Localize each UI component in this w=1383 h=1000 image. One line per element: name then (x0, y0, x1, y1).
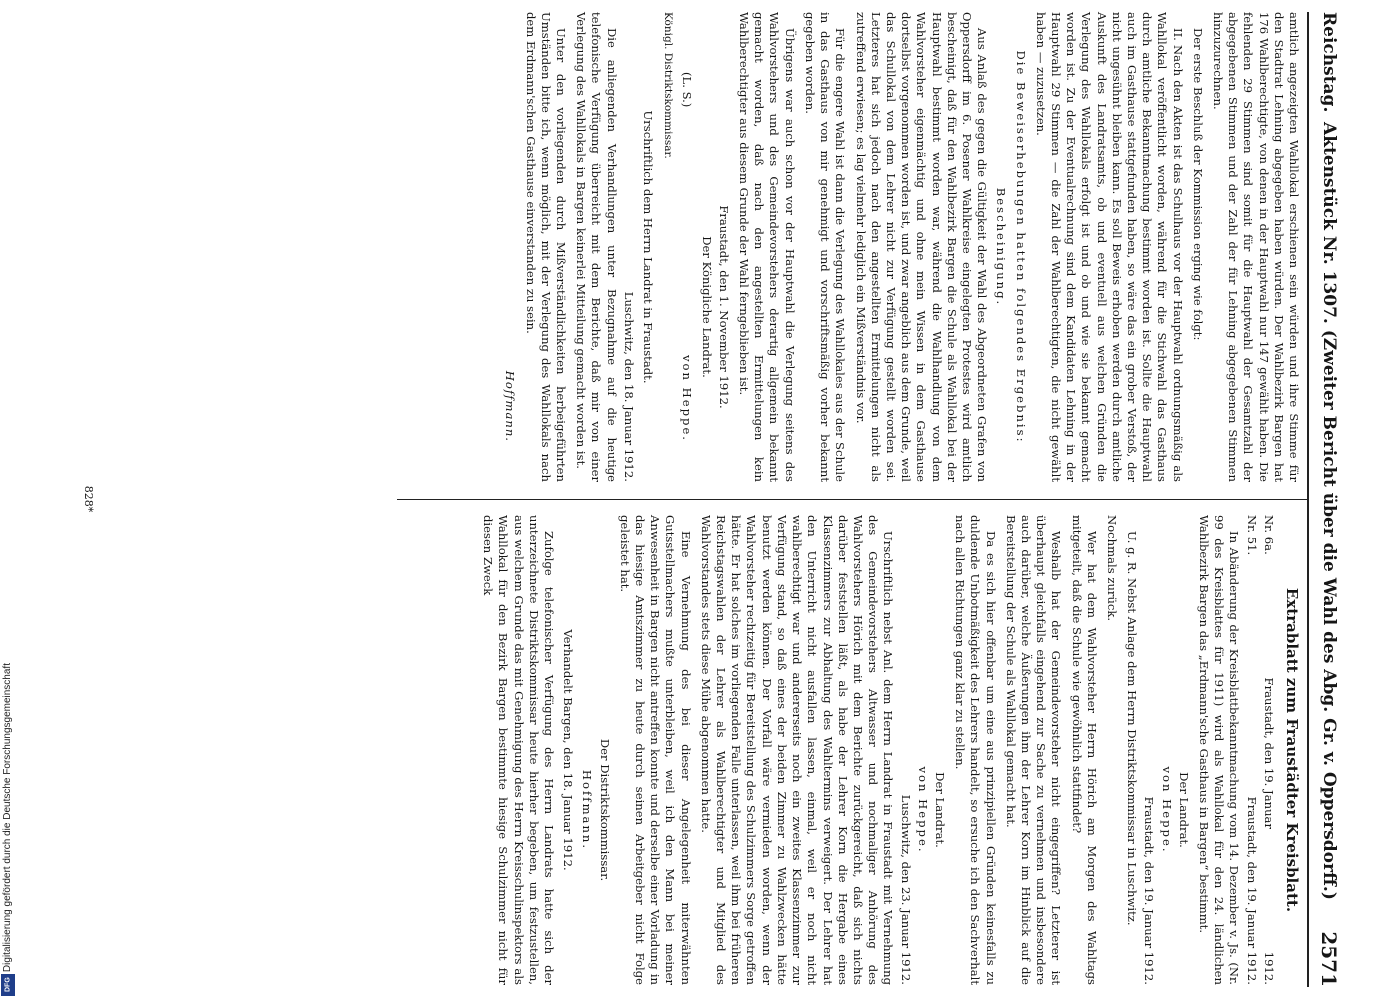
certificate-paragraph-2: Für die engere Wahl ist dann die Verlegung des Wahllokales aus der Schule in das Gasthaus von mir genehmigt und vorschriftsmäßig vorher bekannt gegeben worden. (802, 12, 848, 482)
ref-number: Nr. 51. (1244, 515, 1259, 556)
ref-row (1243, 515, 1258, 985)
header-left: Reichstag. (1319, 12, 1339, 113)
left-column (500, 12, 1301, 482)
ref-date: Fraustadt, den 19. Januar 1912. (1244, 796, 1259, 985)
signature-heppe-2: von Heppe. (915, 766, 930, 854)
page-number: 2571 (1317, 931, 1341, 987)
evidence-heading: Die Beweiserhebungen hatten folgendes Ergebnis: (1013, 50, 1028, 444)
intro-paragraph: amtlich angezeigten Wahllokal erschienen sein würden und ihre Stimme für den Stadtrat Lehning abgegeben haben würden. Der Wahlbezirk Bargen hat 176 Wahlberechtigte, von denen in der Hauptwahl nur 147 gewählt haben. Die fehlenden 29 Stimmen sind somit für die Hauptwahl der Gesamtzahl der abgegebenen Stimmen und der Zahl der für Lehning abgegebenen Stimmen hinzuzurechnen. (1210, 12, 1301, 482)
right-column (475, 515, 1301, 985)
rotated-page (70, 12, 1345, 987)
authority-landrat-1: Der Landrat. (1176, 772, 1191, 848)
report-paragraph-1: Urschriftlich nebst Anl. dem Herrn Landrat in Fraustadt mit Vernehmung des Gemeindevorstehers Altwasser und nochmaliger Anhörung des Wahlvorstehers Hörich mit dem Berichte zurückgereicht, daß sich nichts darüber feststellen läßt, als habe der Lehrer Korn die Hergabe eines Klassenzimmers zur Abhaltung des Wahltermins verweigert. Der Lehrer hat den Unterricht nicht ausfallen lassen, einmal, weil er noch nicht wahlberechtigt war und andererseits noch ein zweites Klassenzimmer zur Verfügung stand, so daß eines der beiden Zimmer zu Wahlzwecken hätte benutzt werden können. Der Vorfall wäre vermieden worden, wenn der Wahlvorsteher rechtzeitig für Bereitstellung des Schulzimmers Sorge getroffen hätte. Er hat solches im vorliegenden Falle unterlassen, weil ihm bei früheren Reichstagswahlen der Lehrer als Wahlberechtigter und Mitglied des Wahlvorstandes stets diese Mühe abgenommen hatte. (698, 515, 896, 985)
decision-line: Der erste Beschluß der Kommission erging wie folgt: (1190, 28, 1205, 341)
footer-page-mark: 828* (82, 485, 95, 513)
issue-row (1261, 515, 1276, 985)
minutes-paragraph-1: Zufolge telefonischer Verfügung des Herrn Landrats hatte sich der unterzeichnete Distriktskommissar heute hierher begeben, um festzustellen, aus welchem Grunde das mit Genehmigung des Herrn Kreisschulinspektors als Wahllokal für den Bezirk Bargen bestimmte hiesige Schulzimmer nicht für diesen Zweck (481, 515, 557, 985)
digitization-sidebar (0, 0, 16, 1000)
signature-heppe-1: von Heppe. (1159, 766, 1174, 854)
transmittal-heading: Urschriftlich dem Herrn Landrat in Fraustadt. (641, 110, 656, 384)
place-date-1: Fraustadt, den 1. November 1912. (716, 205, 731, 409)
questions-paragraph-2: Weshalb hat der Gemeindevorsteher nicht eingegriffen? Letzterer ist überhaupt gleichfalls eingehend zur Sache zu vernehmen und insbesondere auch darüber, welche Äußerungen ihm der Lehrer Korn im Hinblick auf die Bereitstellung der Schule als Wahllokal gemacht hat. (1003, 515, 1064, 985)
authority-distrikt: Der Distriktskommissar. (597, 738, 612, 882)
enclosure-line: U. g. R. Nebst Anlage dem Herrn Distriktskommissar in Luschwitz. (1125, 531, 1140, 926)
date-2: Fraustadt, den 19. Januar 1912. (1142, 796, 1157, 985)
certificate-paragraph-1: Aus Anlaß des gegen die Gültigkeit der Wahl des Abgeordneten Grafen von Oppersdorff im 6. Posener Wahlkreise eingelegten Protestes wird amtlich bescheinigt, daß für den Wahlbezirk Bargen die Schule als Wahllokal bei der Hauptwahl bestimmt worden war, während die Wahlhandlung von dem Wahlvorsteher eigenmächtig und ohne mein Wissen in dem Gasthause dortselbst vorgenommen worden ist, und zwar angeblich aus dem Grunde, weil das Schullokal von dem Lehrer nicht zur Verfügung gestellt worden sei. Letzteres hat sich jedoch nach den angestellten Ermittelungen nicht als zutreffend erwiesen; es lag vielmehr lediglich ein Mißverständnis vor. (853, 12, 990, 482)
signature-heppe: von Heppe. (680, 354, 695, 442)
notice-paragraph: In Abänderung der Kreisblattbekanntmachung vom 14. Dezember v. Js. (Nr. 99 des Kreisblattes für 1911) wird als Wahllokal für den 24. ländlichen Wahlbezirk Bargen das „Erdmann'sche Gasthaus in Bargen“ bestimmt. (1196, 515, 1242, 985)
extrablatt-title: Extrablatt zum Fraustädter Kreisblatt. (1283, 587, 1301, 913)
section-ii: II. Nach den Akten ist das Schulhaus vor der Hauptwahl ordnungsmäßig als Wahllokal veröffentlicht worden, während für die Stichwahl das Gasthaus durch amtliche Bekanntmachung bestimmt worden ist. Sollte die Hauptwahl auch im Gasthause stattgefunden haben, so wäre das ein grober Verstoß, der nicht ungesühnt bleiben kann. Es soll Beweis erhoben werden durch amtliche Auskunft des Landratsamts, ob und eventuell aus welchen Gründen die Verlegung des Wahllokals erfolgt ist und ob und wie sie bekannt gemacht worden ist. Zu der Eventualrechnung sind dem Kandidaten Lehning in der Hauptwahl 29 Stimmen — die Zahl der Wahlberechtigten, die nicht gewählt haben — zuzusetzen. (1033, 12, 1185, 482)
transmittal-date: Luschwitz, den 18. Januar 1912. (621, 291, 636, 482)
issue-place: Fraustadt, den 19. Januar (1261, 677, 1276, 829)
seal: (L. S.) (680, 72, 695, 108)
certificate-heading: Bescheinigung. (994, 187, 1009, 307)
questions-intro: Nochmals zurück. (1104, 515, 1119, 622)
questions-paragraph-3: Da es sich hier offenbar um eine aus prinzipiellen Gründen keinesfalls zu duldende Unbotmäßigkeit des Lehrers handelt, so ersuche ich den Sachverhalt nach allen Richtungen ganz klar zu stellen. (953, 515, 998, 985)
header-rule (1307, 12, 1309, 987)
transmittal-paragraph-2: Unter den vorliegenden durch Mißverständlichkeiten herbeigeführten Umständen bitte ich, wenn möglich, mit der Verlegung des Wahllokals nach dem Erdmann'schen Gasthause einverstanden zu sein. (523, 12, 569, 482)
column-divider (397, 499, 1307, 500)
dfg-credit: Digitalisierung gefördert durch die Deutsche Forschungsgemeinschaft (2, 662, 13, 972)
signature-hoffmann: Hoffmann. (503, 370, 518, 442)
transmittal-paragraph-1: Die anliegenden Verhandlungen unter Bezugnahme auf die heutige telefonische Verfügung überreicht mit dem Berichte, daß mir von einer Verlegung des Wahllokals in Bargen keinerlei Mitteilung gemacht worden ist. (574, 12, 619, 482)
signature-hoffmann-2: Hoffmann. (580, 769, 595, 851)
header-title: Aktenstück Nr. 1307. (Zweiter Bericht über die Wahl des Abg. Gr. v. Oppersdorff.) (1319, 122, 1339, 900)
minutes-date: Verhandelt Bargen, den 18. Januar 1912. (561, 629, 576, 871)
addressee: Königl. Distriktskommissar. (662, 12, 675, 159)
report-paragraph-2: Eine Vernehmung des bei dieser Angelegenheit miterwähnten Gutsstellmachers mußte unterbleiben, weil ich den Mann bei meiner Anwesenheit in Bargen nicht antreffen konnte und derselbe einer Vorladung in das hiesige Amtszimmer zu heute durch seinen Arbeitgeber nicht Folge geleistet hat. (617, 515, 693, 985)
questions-paragraph-1: Wer hat dem Wahlvorsteher Herrn Hörich am Morgen des Wahltags mitgeteilt, daß die Schule wie gewöhnlich stattfindet? (1069, 515, 1099, 985)
seal-signature-row (679, 12, 694, 482)
dfg-logo: DFG (1, 974, 15, 996)
authority-1: Der Königliche Landrat. (699, 236, 714, 378)
authority-landrat-2: Der Landrat. (932, 772, 947, 848)
certificate-paragraph-3: Übrigens war auch schon vor der Hauptwahl die Verlegung seitens des Wahlvorstehers und des Gemeindevorstehers derartig allgemein bekannt gemacht worden, daß nach den angestellten Ermittelungen kein Wahlberechtigter aus diesem Grunde der Wahl ferngeblieben ist. (737, 12, 797, 482)
issue-year: 1912. (1261, 951, 1276, 985)
issue-number: Nr. 6a. (1261, 515, 1276, 555)
report-date: Luschwitz, den 23. Januar 1912. (898, 794, 913, 985)
running-header (1311, 12, 1345, 987)
